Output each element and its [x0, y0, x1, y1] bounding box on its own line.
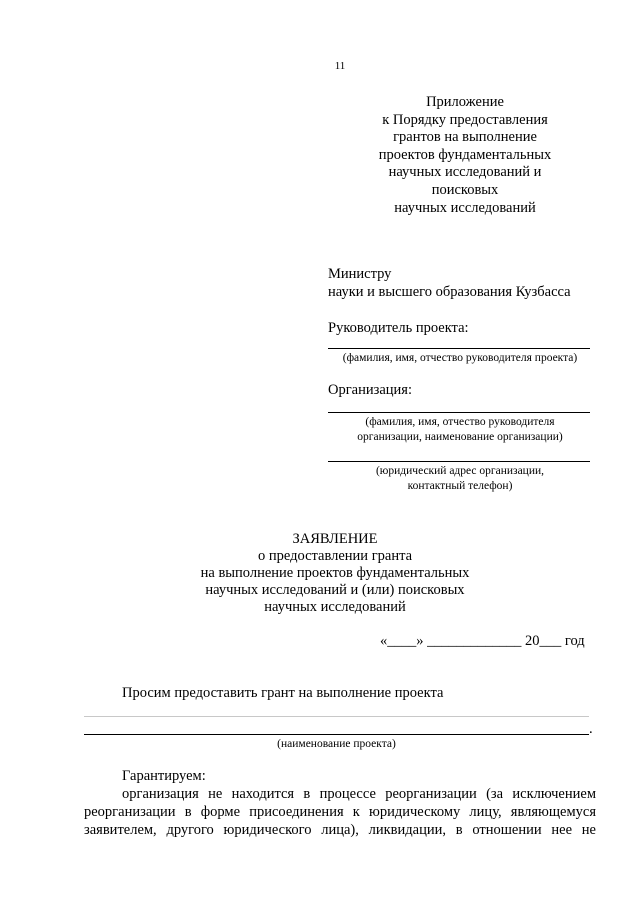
address-field-line: [328, 461, 590, 462]
appendix-line: грантов на выполнение: [393, 129, 537, 146]
address-caption-line2: контактный телефон): [407, 480, 513, 492]
addressee-line2: науки и высшего образования Кузбасса: [328, 284, 571, 300]
guarantee-paragraph: [84, 785, 596, 839]
paragraph-line: реорганизации в форме присоединения к юридическому лицу, являющемуся: [84, 804, 596, 820]
date-line: «____» _____________ 20___ год: [380, 633, 585, 649]
organization-label: Организация:: [328, 382, 413, 398]
addressee-line1: Министру: [328, 266, 392, 282]
title-line: о предоставлении гранта: [257, 548, 413, 564]
project-name-line-2: [84, 734, 589, 735]
project-head-label: Руководитель проекта:: [328, 320, 469, 336]
paragraph-line: заявителем, другого юридического лица), ликвидации, в отношении нее не: [84, 822, 596, 838]
organization-caption-line2: организации, наименование организации): [357, 431, 563, 443]
organization-caption-line1: (фамилия, имя, отчество руководителя: [365, 416, 555, 428]
appendix-line: проектов фундаментальных: [378, 146, 552, 163]
appendix-line: к Порядку предоставления: [382, 111, 548, 128]
appendix-line: поисковых: [431, 181, 499, 198]
page-number: 11: [334, 60, 346, 72]
title-line: научных исследований и (или) поисковых: [205, 582, 465, 598]
paragraph-line: организация не находится в процессе реорганизации (за исключением: [122, 786, 596, 802]
appendix-block: [360, 94, 570, 217]
request-text: Просим предоставить грант на выполнение проекта: [122, 685, 444, 701]
project-head-caption: (фамилия, имя, отчество руководителя проекта): [342, 352, 578, 364]
project-name-line-end: .: [589, 721, 593, 737]
document-title: [170, 531, 500, 616]
project-head-field-line: [328, 348, 590, 349]
appendix-line: научных исследований: [394, 199, 536, 216]
title-line: на выполнение проектов фундаментальных: [200, 565, 470, 581]
appendix-line: Приложение: [426, 94, 504, 110]
address-caption-line1: (юридический адрес организации,: [375, 465, 545, 477]
project-name-line-1: [84, 716, 589, 717]
title-line: научных исследований: [264, 599, 406, 615]
organization-field-line: [328, 412, 590, 413]
project-name-caption: (наименование проекта): [277, 738, 396, 750]
appendix-line: научных исследований и: [388, 164, 542, 181]
guarantee-heading: Гарантируем:: [122, 768, 206, 784]
title-heading: ЗАЯВЛЕНИЕ: [292, 531, 378, 547]
